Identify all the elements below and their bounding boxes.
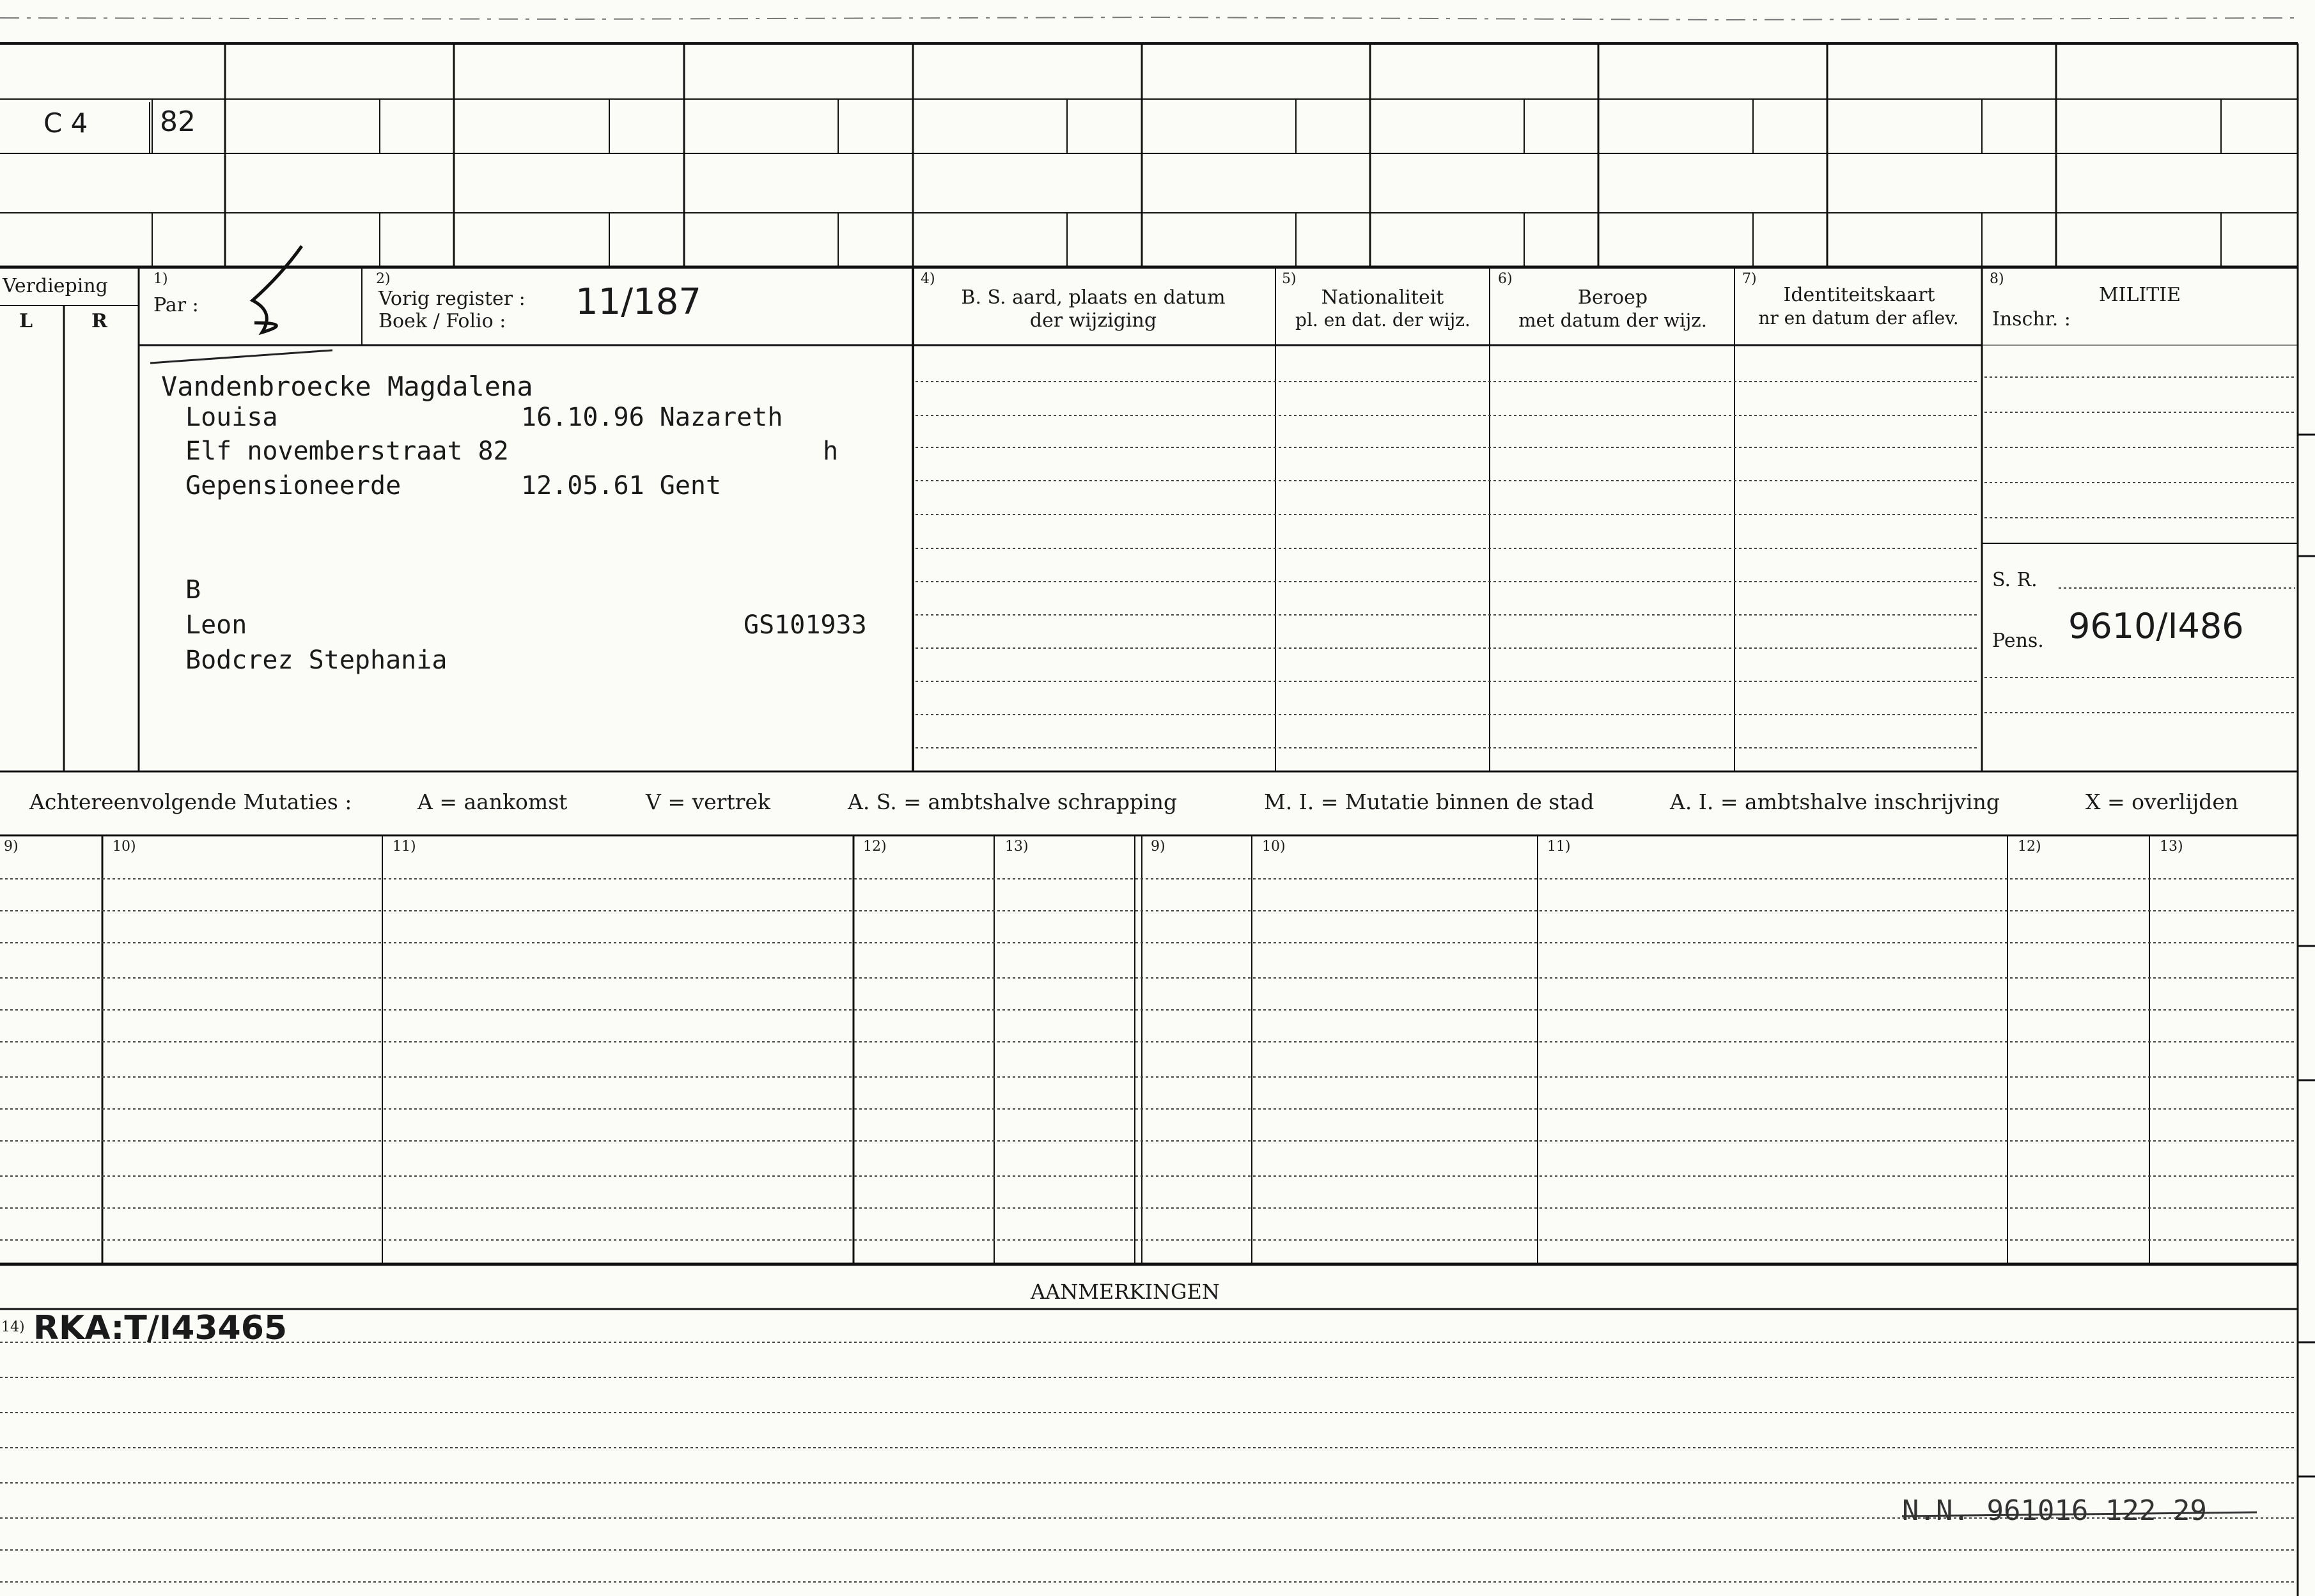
col-9b: 9) xyxy=(1151,839,1165,855)
legend-x: X = overlijden xyxy=(2085,789,2239,814)
col-13b: 13) xyxy=(2160,839,2183,855)
right-label: R xyxy=(91,310,107,332)
verdieping-label: Verdieping xyxy=(3,275,108,297)
beroep-header-line2: met datum der wijz. xyxy=(1518,309,1707,331)
legend-as: A. S. = ambtshalve schrapping xyxy=(848,789,1178,814)
father-name: Leon xyxy=(185,610,247,640)
person-address: Elf novemberstraat 82 xyxy=(185,437,509,466)
rka-reference: RKA:T/I43465 xyxy=(33,1309,288,1347)
previous-register-value: 11/187 xyxy=(575,281,702,323)
beroep-header-line1: Beroep xyxy=(1577,286,1648,309)
footnote-7: 7) xyxy=(1742,271,1757,287)
legend-mi: M. I. = Mutatie binnen de stad xyxy=(1264,789,1594,814)
id-header-line2: nr en datum der aflev. xyxy=(1758,307,1959,329)
sr-label: S. R. xyxy=(1992,569,2038,591)
nationality-header-line1: Nationaliteit xyxy=(1321,286,1444,309)
mother-name: Bodcrez Stephania xyxy=(185,646,448,675)
block-code: C 4 xyxy=(43,107,88,139)
vorig-register-label: Vorig register : xyxy=(378,288,526,310)
col-10: 10) xyxy=(113,839,136,855)
col-13: 13) xyxy=(1005,839,1029,855)
remarks-title: AANMERKINGEN xyxy=(1031,1280,1220,1304)
person-first-name: Louisa xyxy=(185,403,278,432)
person-occupation: Gepensioneerde xyxy=(185,471,401,500)
status-code: B xyxy=(185,575,201,605)
nationality-header-line2: pl. en dat. der wijz. xyxy=(1295,309,1470,330)
footnote-4: 4) xyxy=(921,271,935,287)
footnote-1: 1) xyxy=(153,271,168,287)
militie-header: MILITIE xyxy=(2098,284,2181,306)
col-11b: 11) xyxy=(1547,839,1571,855)
pens-label: Pens. xyxy=(1992,630,2044,652)
footnote-14: 14) xyxy=(1,1319,25,1335)
par-label: Par : xyxy=(153,294,199,316)
inschr-label: Inschr. : xyxy=(1992,308,2071,330)
left-label: L xyxy=(19,310,33,332)
legend-v: V = vertrek xyxy=(646,789,770,814)
occupation-date: 12.05.61 Gent xyxy=(521,471,722,500)
father-code: GS101933 xyxy=(744,610,867,640)
bs-header-line1: B. S. aard, plaats en datum xyxy=(961,286,1226,309)
mutations-label: Achtereenvolgende Mutaties : xyxy=(29,789,352,814)
person-birth: 16.10.96 Nazareth xyxy=(521,403,783,432)
col-12: 12) xyxy=(863,839,887,855)
col-11: 11) xyxy=(393,839,416,855)
footnote-8: 8) xyxy=(1990,271,2004,287)
pension-number: 9610/I486 xyxy=(2068,606,2244,646)
footnote-5: 5) xyxy=(1282,271,1297,287)
col-10b: 10) xyxy=(1262,839,1286,855)
legend-ai: A. I. = ambtshalve inschrijving xyxy=(1670,789,2000,814)
national-number: N.N. 961016 122 29 xyxy=(1902,1494,2207,1527)
bs-header-line2: der wijziging xyxy=(1029,309,1157,332)
signature-stroke xyxy=(253,246,302,332)
col-9: 9) xyxy=(4,839,19,855)
footnote-6: 6) xyxy=(1498,271,1513,287)
id-header-line1: Identiteitskaart xyxy=(1783,284,1935,306)
address-mark: h xyxy=(823,437,839,466)
house-number: 82 xyxy=(160,105,196,138)
legend-a: A = aankomst xyxy=(417,789,568,814)
col-12b: 12) xyxy=(2018,839,2041,855)
footnote-2: 2) xyxy=(376,271,391,287)
boek-folio-label: Boek / Folio : xyxy=(378,310,506,332)
person-surname: Vandenbroecke Magdalena xyxy=(161,371,533,402)
